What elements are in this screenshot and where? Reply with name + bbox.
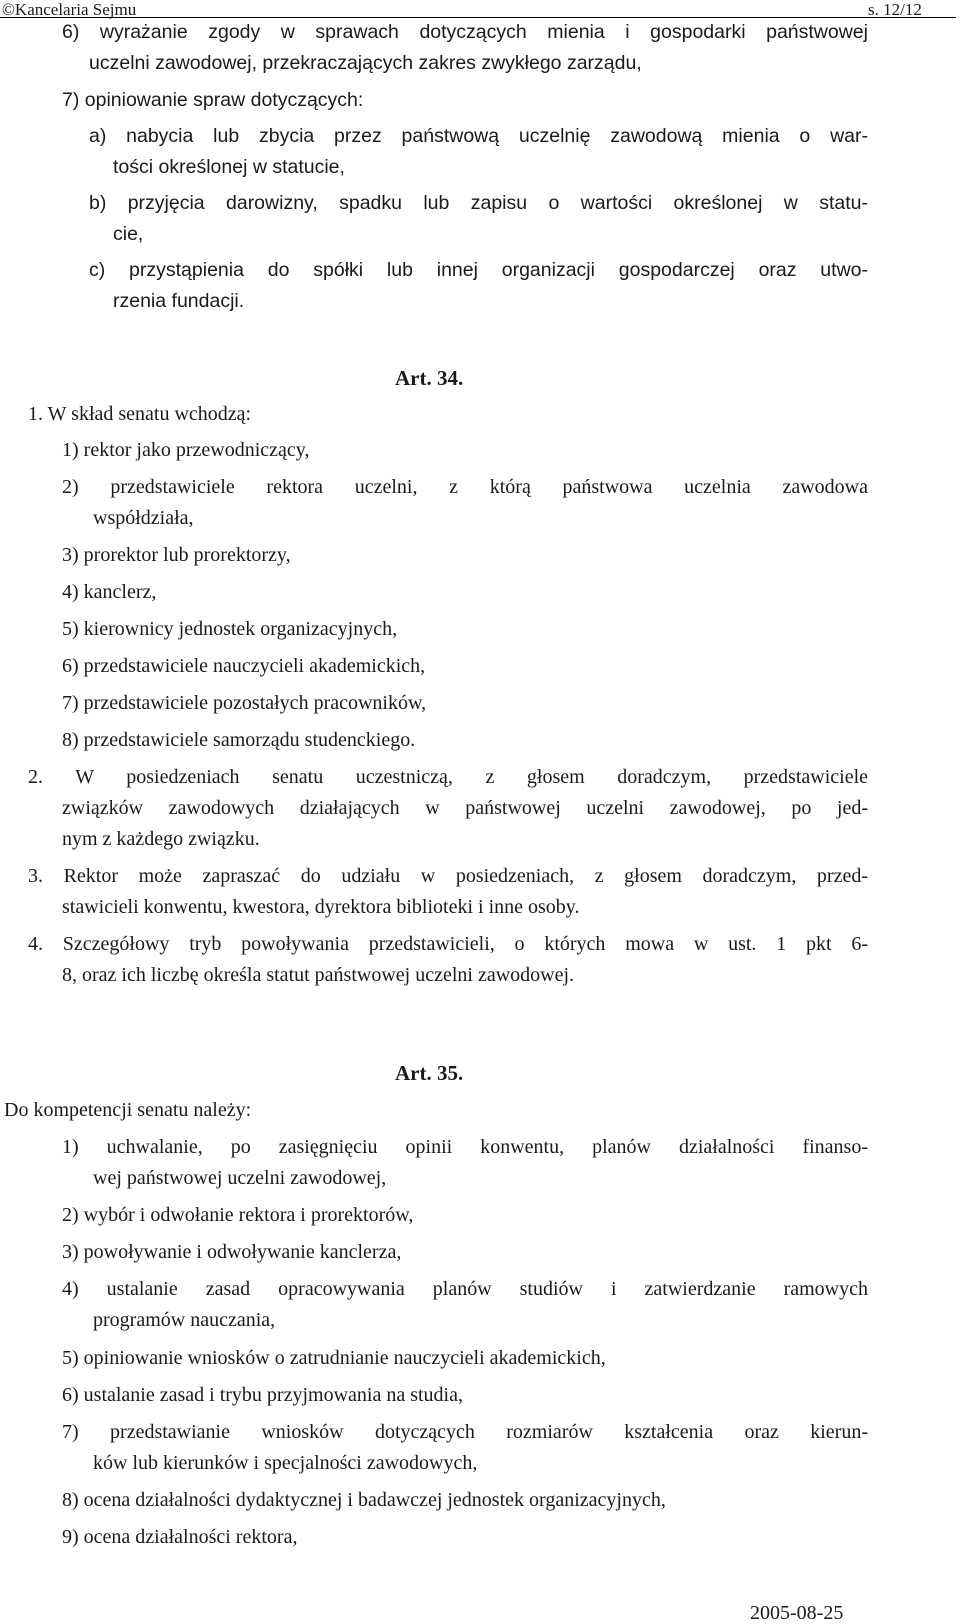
art35-item-1-line-1: 1) uchwalanie, po zasięgnięciu opinii konwentu, planów działalności finanso- xyxy=(62,1136,868,1158)
art35-item-6: 6) ustalanie zasad i trybu przyjmowania na studia, xyxy=(62,1384,463,1406)
item-6-line-1: 6) wyrażanie zgody w sprawach dotyczących mienia i gospodarki państwowej xyxy=(62,21,868,43)
art35-item-1-line-2: wej państwowej uczelni zawodowej, xyxy=(93,1167,387,1189)
art35-item-4-line-2: programów nauczania, xyxy=(93,1309,276,1331)
art35-item-3: 3) powoływanie i odwoływanie kanclerza, xyxy=(62,1241,402,1263)
art35-item-7-line-2: ków lub kierunków i specjalności zawodowych, xyxy=(93,1452,478,1474)
header-rule xyxy=(0,17,956,18)
art34-paragraph-4-line-1: 4. Szczegółowy tryb powoływania przedstawicieli, o których mowa w ust. 1 pkt 6- xyxy=(28,933,868,955)
art35-item-5: 5) opiniowanie wniosków o zatrudnianie nauczycieli akademickich, xyxy=(62,1347,606,1369)
art34-item-3: 3) prorektor lub prorektorzy, xyxy=(62,544,291,566)
footer-date: 2005-08-25 xyxy=(750,1602,844,1624)
art34-paragraph-3-line-2: stawicieli konwentu, kwestora, dyrektora biblioteki i inne osoby. xyxy=(62,896,580,918)
art34-item-4: 4) kanclerz, xyxy=(62,581,157,603)
art34-paragraph-2-line-2: związków zawodowych działających w państwowej uczelni zawodowej, po jed- xyxy=(62,797,868,819)
item-6-line-2: uczelni zawodowej, przekraczających zakres zwykłego zarządu, xyxy=(89,52,642,74)
item-7: 7) opiniowanie spraw dotyczących: xyxy=(62,89,364,111)
item-7b-line-2: cie, xyxy=(113,223,144,245)
art34-item-2-line-2: współdziała, xyxy=(93,507,194,529)
art34-item-7: 7) przedstawiciele pozostałych pracowników, xyxy=(62,692,427,714)
art34-paragraph-3-line-1: 3. Rektor może zapraszać do udziału w posiedzeniach, z głosem doradczym, przed- xyxy=(28,865,868,887)
art35-item-8: 8) ocena działalności dydaktycznej i badawczej jednostek organizacyjnych, xyxy=(62,1489,666,1511)
item-7a-line-1: a) nabycia lub zbycia przez państwową uczelnię zawodową mienia o war- xyxy=(89,125,868,147)
art35-item-2: 2) wybór i odwołanie rektora i prorektorów, xyxy=(62,1204,414,1226)
art34-item-8: 8) przedstawiciele samorządu studenckiego. xyxy=(62,729,416,751)
art35-intro: Do kompetencji senatu należy: xyxy=(4,1099,252,1121)
art34-item-1: 1) rektor jako przewodniczący, xyxy=(62,439,310,461)
art34-paragraph-2-line-3: nym z każdego związku. xyxy=(62,828,260,850)
header-page-number: s. 12/12 xyxy=(868,0,922,19)
art34-paragraph-2-line-1: 2. W posiedzeniach senatu uczestniczą, z głosem doradczym, przedstawiciele xyxy=(28,766,868,788)
art35-item-7-line-1: 7) przedstawianie wniosków dotyczących rozmiarów kształcenia oraz kierun- xyxy=(62,1421,868,1443)
item-7a-line-2: tości określonej w statucie, xyxy=(113,156,345,178)
art34-item-2-line-1: 2) przedstawiciele rektora uczelni, z którą państwowa uczelnia zawodowa xyxy=(62,476,868,498)
art35-item-4-line-1: 4) ustalanie zasad opracowywania planów studiów i zatwierdzanie ramowych xyxy=(62,1278,868,1300)
item-7c-line-1: c) przystąpienia do spółki lub innej organizacji gospodarczej oraz utwo- xyxy=(89,259,868,281)
art35-item-9: 9) ocena działalności rektora, xyxy=(62,1526,298,1548)
header-source: ©Kancelaria Sejmu xyxy=(2,0,137,19)
art34-item-6: 6) przedstawiciele nauczycieli akademickich, xyxy=(62,655,426,677)
article-35-title: Art. 35. xyxy=(395,1061,464,1085)
article-34-title: Art. 34. xyxy=(395,366,464,390)
art34-item-5: 5) kierownicy jednostek organizacyjnych, xyxy=(62,618,398,640)
item-7b-line-1: b) przyjęcia darowizny, spadku lub zapisu o wartości określonej w statu- xyxy=(89,192,868,214)
art34-paragraph-4-line-2: 8, oraz ich liczbę określa statut państwowej uczelni zawodowej. xyxy=(62,964,575,986)
item-7c-line-2: rzenia fundacji. xyxy=(113,290,245,312)
art34-paragraph-1: 1. W skład senatu wchodzą: xyxy=(28,403,252,425)
